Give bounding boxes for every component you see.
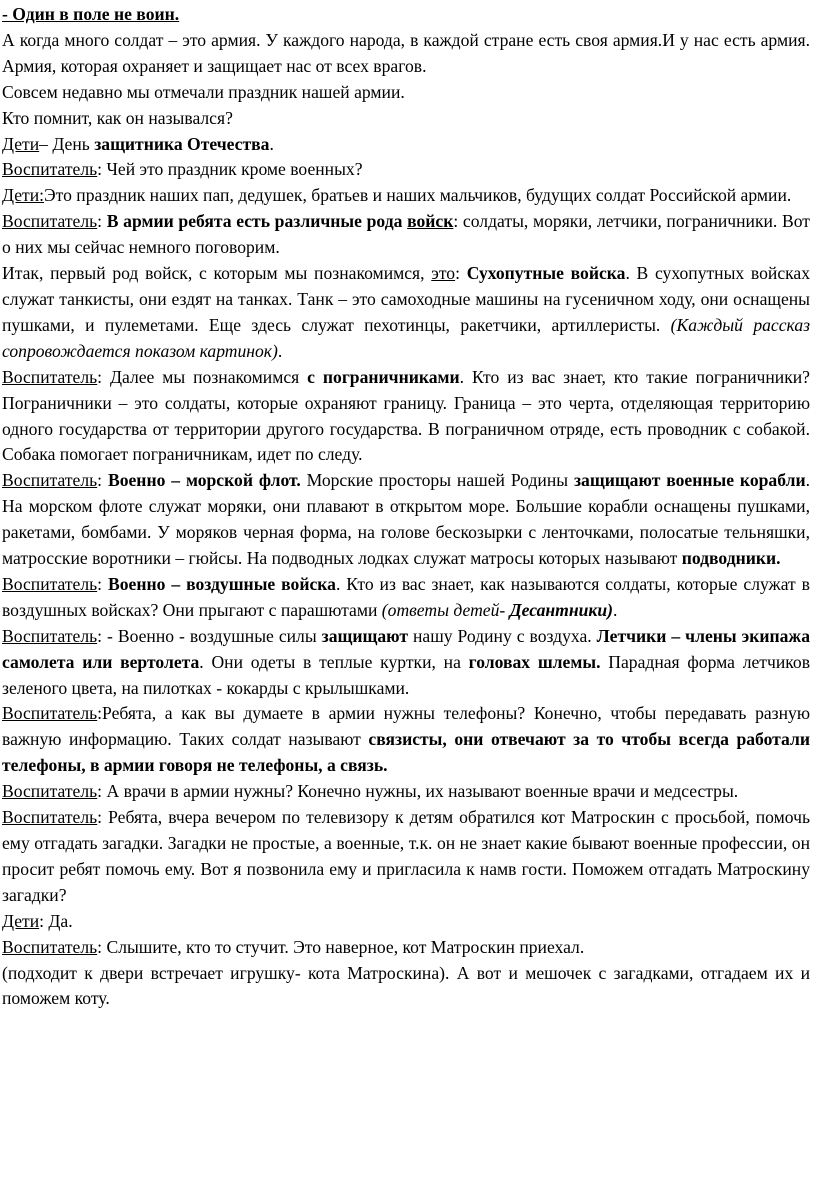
text-run: головах шлемы. (468, 651, 601, 672)
text-run: : солдаты, моряки, летчики, пограничники. Вот о них мы сейчас немного поговорим. (2, 211, 810, 258)
text-run: Воспитатель (2, 936, 98, 957)
text-run: Военно – воздушные войска (108, 573, 336, 594)
text-run: Морские просторы нашей Родины (300, 470, 574, 491)
paragraph (2, 80, 810, 106)
text-run: Сухопутные войска (466, 263, 626, 284)
title-text: - Один в поле не воин. (2, 4, 180, 24)
text-run: . Кто из вас знает, кто такие пограничники? Пограничники – это солдаты, которые охраняют границу. Граница – это черта, отделяющая территорию одного государства от территории другого государства. В пограничном отряде, есть проводник с собакой. Собака помогает пограничникам, идет по следу. (2, 366, 810, 465)
text-run: – День (39, 133, 95, 154)
paragraph (2, 935, 810, 961)
text-run: Воспитатель (2, 211, 98, 232)
text-run: :Ребята, а как вы думаете в армии нужны телефоны? Конечно, чтобы передавать разную важную информацию. Таких солдат называют (2, 703, 810, 750)
document-body (2, 28, 810, 1012)
text-run: : Ребята, вчера вечером по телевизору к детям обратился кот Матроскин с просьбой, помочь ему отгадать загадки. Загадки не простые, а военные, т.к. он не знает какие бывают военные профессии, он просит ребят помочь ему. Вот я позвонила ему и пригласила к намв гости. Поможем отгадать Матроскину загадки? (2, 807, 810, 905)
text-run: Воспитатель (2, 573, 98, 594)
text-run: Парадная форма летчиков зеленого цвета, на пилотках - кокарды с крылышками. (2, 651, 810, 698)
text-run: Дети: (2, 185, 45, 206)
paragraph (2, 183, 810, 209)
text-run: Воспитатель (2, 366, 98, 387)
text-run: Совсем недавно мы отмечали праздник нашей армии. (2, 81, 405, 102)
text-run: Военно – морской флот. (107, 470, 301, 491)
paragraph (2, 365, 810, 469)
text-run: В армии ребята есть различные рода (106, 211, 408, 232)
text-run: . На морском флоте служат моряки, они плавают в открытом море. Большие корабли оснащены пушками, ракетами, бомбами. У моряков черная форма, на голове бескозырки с ленточками, полосатые тельняшки, матросские воротники – гюйсы. На подводных лодках служат матросы которых называют (2, 470, 810, 569)
text-run: : Далее мы познакомимся (97, 366, 308, 387)
paragraph (2, 701, 810, 779)
text-run: подводники. (681, 548, 781, 569)
text-run: связисты, они отвечают за то чтобы всегда работали телефоны, в армии говоря не телефоны, а связь. (2, 729, 810, 776)
text-run: . (277, 340, 283, 361)
text-run: . Кто из вас знает, как называются солдаты, которые служат в воздушных войсках? Они прыгают с парашютами (2, 573, 810, 620)
text-run: защитника Отечества (94, 133, 270, 154)
text-run: : Слышите, кто то стучит. Это наверное, кот Матроскин приехал. (97, 936, 585, 957)
paragraph (2, 132, 810, 158)
paragraph (2, 779, 810, 805)
text-run: Воспитатель (2, 159, 98, 180)
text-run: . В сухопутных войсках служат танкисты, они ездят на танках. Танк – это самоходные машины на гусеничном ходу, они оснащены пушками, и пулеметами. Еще здесь служат пехотинцы, ракетчики, артиллеристы. (2, 263, 811, 335)
text-run: Дети (2, 133, 40, 154)
text-run: Кто помнит, как он назывался? (2, 107, 233, 128)
paragraph (2, 106, 810, 132)
text-run: Дети (2, 910, 40, 931)
text-run: Воспитатель (2, 703, 98, 724)
paragraph (2, 157, 810, 183)
text-run: защищают (321, 625, 408, 646)
text-run: (подходит к двери встречает игрушку- кота Матроскина). А вот и мешочек с загадками, отгадаем их и поможем коту. (2, 962, 810, 1009)
text-run: . (269, 133, 274, 154)
text-run: (Каждый рассказ сопровождается показом картинок) (2, 314, 810, 361)
section-title (2, 2, 810, 28)
text-run: войск (407, 211, 454, 232)
text-run: защищают военные корабли (573, 470, 806, 491)
paragraph (2, 261, 810, 365)
paragraph (2, 909, 810, 935)
text-run: Это праздник наших пап, дедушек, братьев и наших мальчиков, будущих солдат Российской армии. (44, 185, 792, 206)
text-run: Десантники) (509, 599, 613, 620)
text-run: А когда много солдат – это армия. У каждого народа, в каждой стране есть своя армия.И у нас есть армия. Армия, которая охраняет и защищает нас от всех врагов. (2, 29, 810, 76)
text-run: : (455, 263, 467, 284)
text-run: : - Военно - воздушные силы (97, 625, 322, 646)
paragraph (2, 624, 810, 702)
paragraph (2, 468, 810, 572)
text-run: . Они одеты в теплые куртки, на (199, 651, 469, 672)
text-run: : (97, 573, 108, 594)
paragraph (2, 961, 810, 1013)
text-run: : Да. (39, 910, 73, 931)
text-run: . (612, 599, 618, 620)
text-run: Воспитатель (2, 781, 98, 802)
paragraph (2, 572, 810, 624)
text-run: : (97, 211, 107, 232)
text-run: Воспитатель (2, 470, 98, 491)
text-run: Летчики – члены экипажа самолета или вертолета (2, 625, 810, 672)
text-run: (ответы детей- (381, 599, 510, 620)
text-run: : А врачи в армии нужны? Конечно нужны, их называют военные врачи и медсестры. (97, 781, 739, 802)
text-run: это (431, 263, 456, 284)
text-run: : Чей это праздник кроме военных? (97, 159, 363, 180)
text-run: Итак, первый род войск, с которым мы познакомимся, (2, 263, 432, 284)
text-run: : (97, 470, 108, 491)
paragraph (2, 28, 810, 80)
text-run: Воспитатель (2, 625, 98, 646)
text-run: нашу Родину с воздуха. (408, 625, 597, 646)
paragraph (2, 209, 810, 261)
paragraph (2, 805, 810, 909)
text-run: с пограничниками (307, 366, 460, 387)
text-run: Воспитатель (2, 807, 98, 828)
